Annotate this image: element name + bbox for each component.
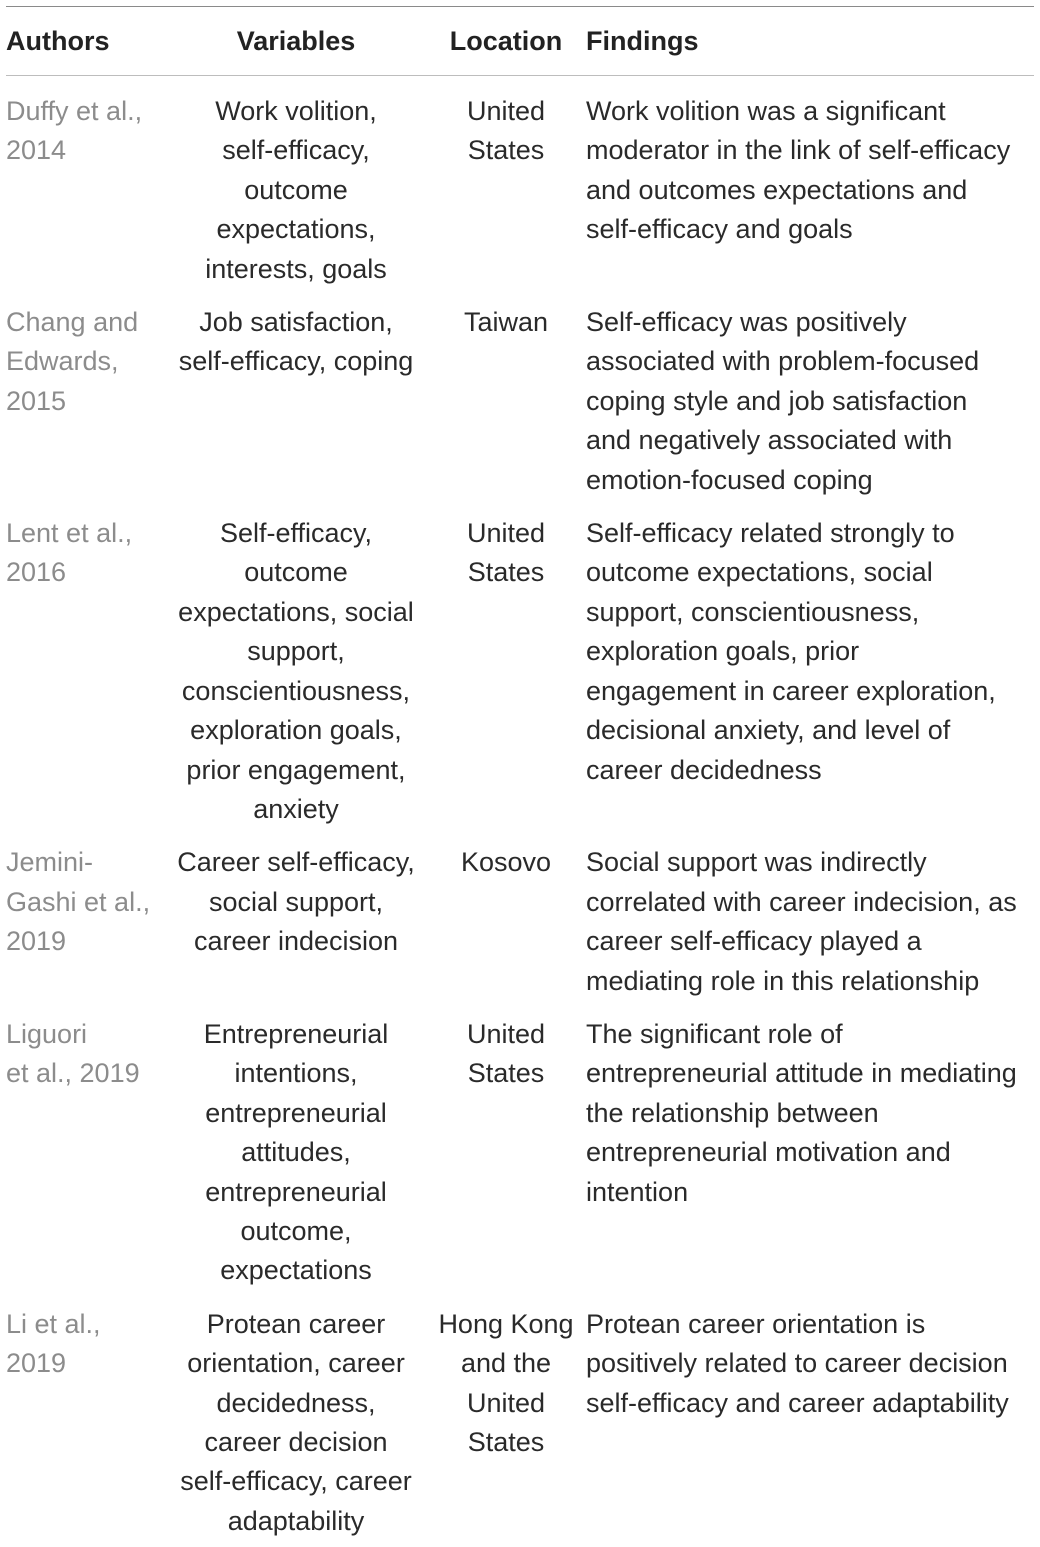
header-variables: Variables — [236, 25, 356, 56]
literature-table-body — [6, 76, 1036, 1547]
cell-findings: The significant role of entrepreneurial attitude in mediating the relationship between entrepreneurial motivation and intention — [586, 1018, 1017, 1207]
cell-authors: Duffy et al., 2014 — [6, 96, 143, 166]
cell-location: United States — [466, 96, 546, 166]
cell-authors: Liguori et al., 2019 — [6, 1018, 140, 1089]
table-header — [6, 7, 1036, 75]
cell-findings: Self-efficacy was positively associated with problem-focused coping style and job satisfaction and negatively associated with emotion-focused coping — [586, 307, 980, 495]
cell-location: Kosovo — [460, 847, 552, 878]
cell-authors: Li et al., 2019 — [6, 1308, 101, 1379]
header-findings: Findings — [586, 25, 699, 56]
table-row — [6, 1297, 1036, 1547]
cell-authors: Chang and Edwards, 2015 — [6, 307, 139, 416]
cell-variables: Protean career orientation, career decidedness, career decision self-efficacy, career adaptability — [180, 1308, 412, 1536]
header-authors: Authors — [6, 25, 110, 56]
cell-authors: Jemini- Gashi et al., 2019 — [6, 847, 151, 957]
table-row — [6, 1007, 1036, 1297]
cell-location: United States — [466, 1018, 546, 1089]
header-location: Location — [449, 25, 563, 56]
table-row — [6, 506, 1036, 835]
cell-authors: Lent et al., 2016 — [6, 518, 133, 588]
literature-table — [6, 7, 1036, 75]
cell-variables: Career self-efficacy, social support, career indecision — [177, 847, 415, 957]
cell-findings: Social support was indirectly correlated with career indecision, as career self-efficacy played a mediating role in this relationship — [586, 847, 1017, 996]
cell-findings: Self-efficacy related strongly to outcome expectations, social support, conscientiousness, exploration goals, prior engagement in career exploration, decisional anxiety, and level of career decidedness — [586, 518, 996, 785]
cell-location: United States — [466, 518, 546, 588]
literature-table-container — [6, 6, 1034, 1547]
table-row — [6, 295, 1036, 506]
cell-findings: Protean career orientation is positively related to career decision self-efficacy and career adaptability — [586, 1308, 1009, 1418]
header-row — [6, 7, 1036, 75]
cell-variables: Self-efficacy, outcome expectations, social support, conscientiousness, exploration goals, prior engagement, anxiety — [178, 518, 414, 824]
cell-variables: Work volition, self-efficacy, outcome expectations, interests, goals — [205, 96, 387, 284]
cell-findings: Work volition was a significant moderator in the link of self-efficacy and outcomes expectations and self-efficacy and goals — [586, 96, 1011, 245]
cell-variables: Entrepreneurial intentions, entrepreneurial attitudes, entrepreneurial outcome, expectations — [203, 1018, 389, 1286]
cell-variables: Job satisfaction, self-efficacy, coping — [178, 307, 414, 377]
cell-location: Hong Kong and the United States — [438, 1308, 574, 1457]
table-row — [6, 835, 1036, 1007]
cell-location: Taiwan — [463, 307, 549, 338]
table-row — [6, 76, 1036, 295]
